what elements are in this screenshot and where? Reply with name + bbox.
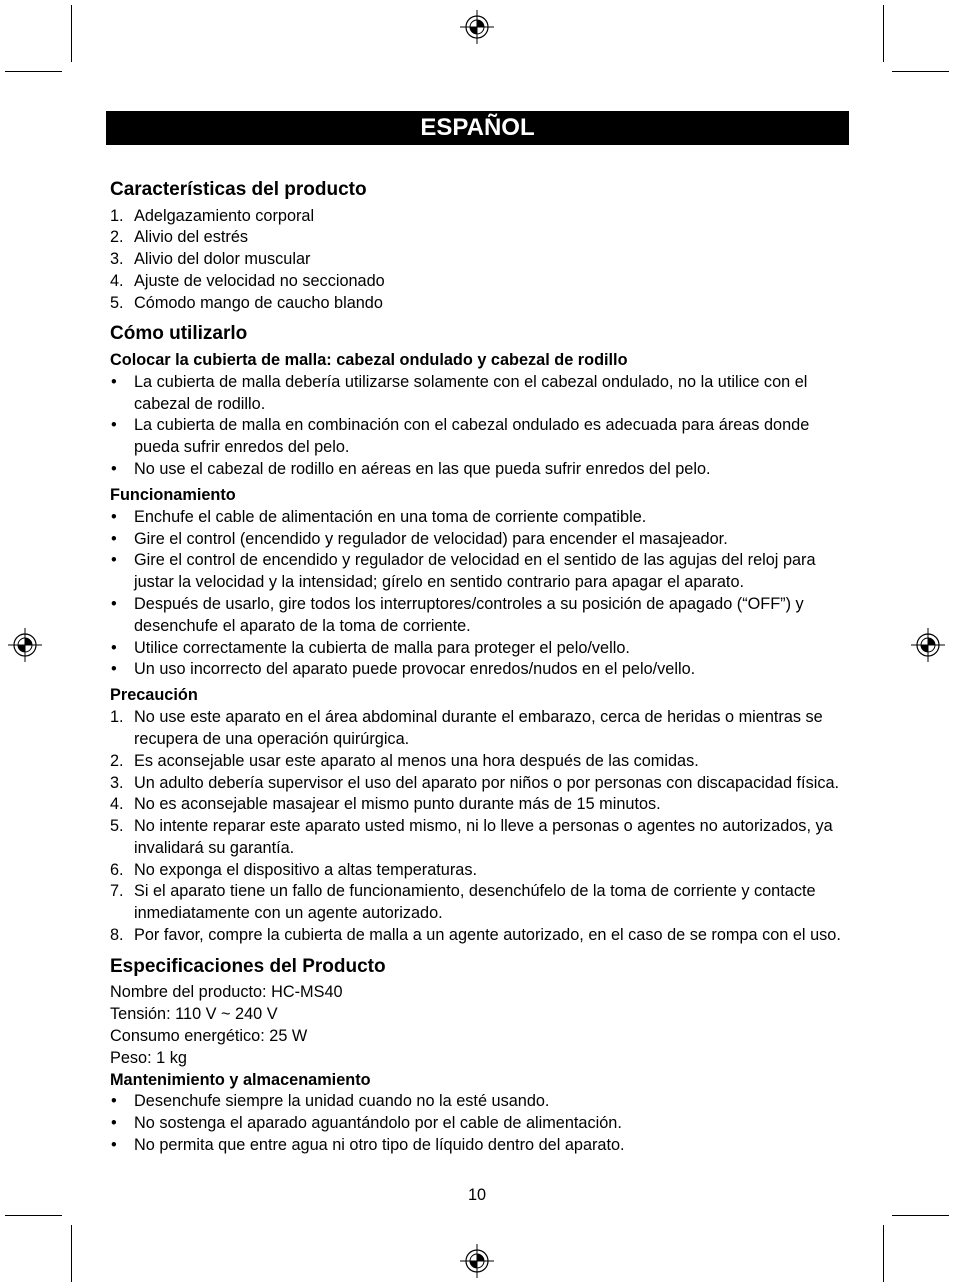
section-especificaciones: [110, 954, 849, 1157]
list-item: [110, 773, 849, 795]
subsection-heading: Funcionamiento: [110, 485, 236, 504]
list-item: [110, 372, 849, 416]
subsection-heading: Colocar la cubierta de malla: cabezal ondulado y cabezal de rodillo: [110, 350, 628, 369]
list-number: 7.: [110, 882, 124, 901]
list-number: 4.: [110, 271, 124, 290]
list-item: [110, 794, 849, 816]
list-item-text: Es aconsejable usar este aparato al menos una hora después de las comidas.: [134, 751, 699, 770]
banner-title: ESPAÑOL: [420, 114, 535, 141]
section-caracteristicas: [110, 177, 849, 314]
subsection-precaucion: [110, 685, 849, 947]
list-item: [110, 638, 849, 660]
list-number: 6.: [110, 860, 124, 879]
bullet-list: [110, 1091, 849, 1156]
bullet-list: [110, 372, 849, 481]
list-item-text: Alivio del estrés: [134, 228, 249, 247]
list-item-text: No permita que entre agua ni otro tipo de líquido dentro del aparato.: [134, 1135, 625, 1154]
spec-line: Tensión: 110 V ~ 240 V: [110, 1005, 278, 1024]
bullet-marker: •: [111, 551, 117, 570]
list-item: [110, 1091, 849, 1113]
list-number: 3.: [110, 250, 124, 269]
bullet-marker: •: [111, 1092, 117, 1111]
bullet-marker: •: [111, 638, 117, 657]
list-item: [110, 816, 849, 860]
crop-mark: [892, 71, 949, 72]
list-item: [110, 507, 849, 529]
crop-mark: [71, 1225, 72, 1282]
spec-line: Consumo energético: 25 W: [110, 1026, 308, 1045]
crop-mark: [883, 1225, 884, 1282]
list-item: [110, 293, 849, 315]
list-item: [110, 529, 849, 551]
list-number: 3.: [110, 773, 124, 792]
subsection-heading: Precaución: [110, 686, 198, 705]
list-item-text: La cubierta de malla en combinación con el cabezal ondulado es adecuada para áreas donde pueda sufrir enredos del pelo.: [134, 416, 810, 457]
bullet-marker: •: [111, 529, 117, 548]
list-item-text: La cubierta de malla debería utilizarse solamente con el cabezal ondulado, no la utilice con el cabezal de rodillo.: [134, 372, 808, 413]
list-item-text: Desenchufe siempre la unidad cuando no la esté usando.: [134, 1092, 550, 1111]
list-number: 2.: [110, 751, 124, 770]
list-item: [110, 925, 849, 947]
list-item-text: No es aconsejable masajear el mismo punto durante más de 15 minutos.: [134, 795, 661, 814]
list-item-text: Enchufe el cable de alimentación en una toma de corriente compatible.: [134, 507, 647, 526]
list-number: 8.: [110, 926, 124, 945]
list-item: [110, 751, 849, 773]
list-item-text: Adelgazamiento corporal: [134, 206, 315, 225]
bullet-marker: •: [111, 372, 117, 391]
list-item: [110, 415, 849, 459]
list-item-text: No sostenga el aparado aguantándolo por el cable de alimentación.: [134, 1114, 622, 1133]
list-item-text: Ajuste de velocidad no seccionado: [134, 271, 385, 290]
list-item-text: Gire el control (encendido y regulador de velocidad) para encender el masajeador.: [134, 529, 728, 548]
spec-line: Peso: 1 kg: [110, 1048, 187, 1067]
list-number: 1.: [110, 708, 124, 727]
list-item: [110, 227, 849, 249]
list-number: 4.: [110, 795, 124, 814]
list-item: [110, 707, 849, 751]
list-item-text: Si el aparato tiene un fallo de funcionamiento, desenchúfelo de la toma de corriente y contacte inmediatamente con un agente autorizado.: [134, 882, 816, 923]
language-banner: [106, 111, 849, 145]
registration-mark-icon: [457, 7, 497, 47]
bullet-marker: •: [111, 660, 117, 679]
bullet-marker: •: [111, 594, 117, 613]
numbered-list: [110, 707, 849, 947]
list-item-text: Utilice correctamente la cubierta de malla para proteger el pelo/vello.: [134, 638, 630, 657]
section-heading: Características del producto: [110, 179, 367, 200]
list-item-text: Un uso incorrecto del aparato puede provocar enredos/nudos en el pelo/vello.: [134, 660, 696, 679]
crop-mark: [883, 5, 884, 62]
list-item: [110, 550, 849, 594]
document-content: [110, 170, 849, 1157]
bullet-list: [110, 507, 849, 681]
subsection-malla: [110, 350, 849, 481]
bullet-marker: •: [111, 416, 117, 435]
list-item-text: Alivio del dolor muscular: [134, 250, 311, 269]
bullet-marker: •: [111, 1114, 117, 1133]
subsection-mantenimiento: [110, 1070, 849, 1157]
list-item: [110, 1113, 849, 1135]
subsection-funcionamiento: [110, 485, 849, 681]
list-item: [110, 459, 849, 481]
list-item-text: No exponga el dispositivo a altas temperaturas.: [134, 860, 478, 879]
list-item-text: Un adulto debería supervisor el uso del aparato por niños o por personas con discapacidad física.: [134, 773, 840, 792]
list-item: [110, 271, 849, 293]
bullet-marker: •: [111, 507, 117, 526]
registration-mark-icon: [5, 625, 45, 665]
list-item: [110, 659, 849, 681]
registration-mark-icon: [908, 625, 948, 665]
crop-mark: [71, 5, 72, 62]
list-number: 2.: [110, 228, 124, 247]
section-heading: Cómo utilizarlo: [110, 323, 248, 345]
list-item-text: No use este aparato en el área abdominal durante el embarazo, cerca de heridas o mientras se recupera de una operación quirúrgica.: [134, 708, 823, 748]
list-number: 1.: [110, 206, 124, 225]
list-item: [110, 881, 849, 925]
list-item: [110, 1135, 849, 1157]
registration-mark-icon: [457, 1241, 497, 1281]
page-number: 10: [467, 1186, 487, 1204]
spec-line: Nombre del producto: HC-MS40: [110, 983, 343, 1002]
bullet-marker: •: [111, 459, 117, 478]
list-item-text: Después de usarlo, gire todos los interruptores/controles a su posición de apagado (“OFF”) y desenchufe el aparato de la toma de corriente.: [134, 594, 804, 635]
list-item-text: No intente reparar este aparato usted mismo, ni lo lleve a personas o agentes no autorizados, ya invalidará su garantía.: [134, 817, 833, 857]
list-item: [110, 206, 849, 228]
list-item-text: Cómodo mango de caucho blando: [134, 293, 383, 312]
list-number: 5.: [110, 817, 124, 836]
list-item-text: Por favor, compre la cubierta de malla a un agente autorizado, en el caso de se rompa con el uso.: [134, 926, 841, 945]
list-item: [110, 249, 849, 271]
section-heading: Especificaciones del Producto: [110, 955, 386, 977]
numbered-list: [110, 206, 849, 315]
bullet-marker: •: [111, 1135, 117, 1154]
crop-mark: [892, 1215, 949, 1216]
list-number: 5.: [110, 293, 124, 312]
crop-mark: [5, 1215, 62, 1216]
section-uso: [110, 321, 849, 946]
list-item: [110, 594, 849, 638]
list-item-text: Gire el control de encendido y regulador de velocidad en el sentido de las agujas del reloj para justar la velocidad y la intensidad; gírelo en sentido contrario para apagar el aparato.: [134, 551, 816, 592]
crop-mark: [5, 71, 62, 72]
list-item: [110, 860, 849, 882]
list-item-text: No use el cabezal de rodillo en aéreas en las que pueda sufrir enredos del pelo.: [134, 459, 711, 478]
subsection-heading: Mantenimiento y almacenamiento: [110, 1070, 371, 1089]
